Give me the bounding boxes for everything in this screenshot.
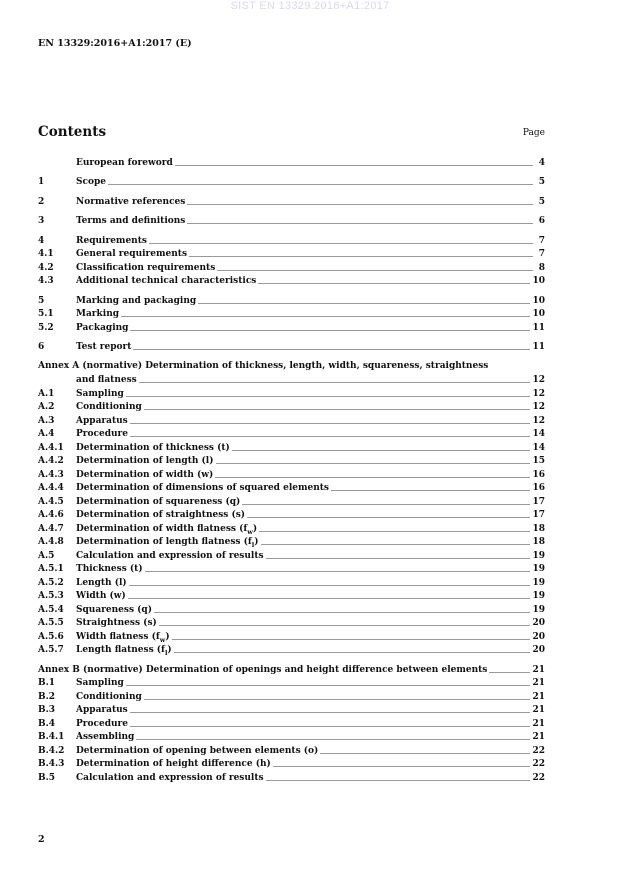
toc-entry-page: 5 [538, 177, 545, 187]
toc-entry-number: 6 [38, 342, 45, 352]
toc-entry[interactable] [38, 374, 545, 388]
toc-entry-title: Thickness (t) [76, 564, 143, 574]
toc-entry[interactable] [38, 495, 545, 509]
toc-entry-title: Marking [76, 309, 120, 319]
table-of-contents [38, 156, 545, 785]
toc-entry-number: 5.1 [38, 309, 54, 319]
dot-leader [247, 516, 530, 519]
dot-leader [126, 395, 531, 398]
toc-entry-title: Width flatness $(f_w)$ [76, 631, 170, 644]
toc-entry-title: Scope [76, 177, 107, 187]
toc-entry-number: A.5.1 [38, 564, 64, 574]
toc-entry-number: A.5.7 [38, 645, 64, 655]
subscript: w [247, 527, 253, 536]
toc-entry-number: A.4.2 [38, 456, 64, 466]
toc-entry[interactable] [38, 522, 545, 536]
toc-entry[interactable] [38, 156, 545, 170]
toc-entry-page: 21 [532, 732, 545, 742]
toc-entry-page: 21 [532, 678, 545, 688]
toc-entry-title: Requirements [76, 235, 147, 246]
toc-entry-number: A.5.2 [38, 577, 64, 588]
dot-leader [130, 422, 531, 425]
toc-entry-page: 7 [538, 235, 545, 246]
toc-entry-page: 20 [532, 631, 545, 642]
toc-entry[interactable] [38, 563, 545, 577]
toc-entry-number: B.2 [38, 691, 56, 702]
toc-entry-page: 12 [532, 375, 545, 385]
dot-leader [187, 203, 533, 206]
toc-entry[interactable] [38, 731, 545, 745]
toc-entry-page: 20 [532, 645, 545, 655]
dot-leader [242, 503, 530, 506]
toc-entry-number: A.5.5 [38, 618, 64, 628]
toc-entry-title: Marking and packaging [76, 295, 197, 306]
toc-entry-title: Determination of dimensions of squared elements [76, 483, 329, 493]
toc-entry-title: Straightness (s) [76, 618, 157, 628]
toc-entry[interactable] [38, 603, 545, 617]
toc-entry-page: 22 [532, 759, 545, 769]
toc-entry-page: 18 [532, 523, 545, 534]
toc-entry-number: 1 [38, 177, 45, 187]
toc-entry-page: 8 [538, 262, 545, 273]
toc-entry-page: 19 [532, 564, 545, 574]
toc-entry-title: Determination of squareness (q) [76, 496, 241, 507]
dot-leader [126, 684, 531, 687]
toc-entry-title: Sampling [76, 388, 124, 399]
toc-entry[interactable] [38, 195, 545, 209]
dot-leader [232, 449, 531, 452]
dot-leader [144, 698, 531, 701]
toc-entry-number: A.4.8 [38, 537, 64, 547]
toc-entry-page: 17 [532, 496, 545, 507]
watermark-text: SIST EN 13329:2016+A1:2017 [230, 0, 390, 12]
toc-annex-heading[interactable] [38, 663, 545, 677]
toc-entry[interactable] [38, 308, 545, 322]
toc-entry[interactable] [38, 234, 545, 248]
toc-entry[interactable] [38, 215, 545, 229]
toc-entry-page: 21 [532, 691, 545, 702]
dot-leader [130, 725, 530, 728]
toc-entry-page: 14 [532, 442, 545, 453]
toc-entry[interactable] [38, 630, 545, 644]
toc-entry[interactable] [38, 771, 545, 785]
toc-entry-number: A.4.6 [38, 510, 64, 520]
toc-entry-number: A.1 [38, 388, 55, 399]
toc-entry-page: 17 [532, 510, 545, 520]
toc-entry-number: A.5.4 [38, 604, 64, 615]
toc-entry-page: 11 [532, 342, 545, 352]
document-id: EN 13329:2016+A1:2017 (E) [38, 38, 192, 49]
toc-entry-page: 22 [532, 772, 545, 783]
toc-entry-number: A.3 [38, 415, 55, 426]
dot-leader [136, 738, 530, 741]
toc-entry-title: Procedure [76, 718, 129, 729]
toc-entry-number: A.5.6 [38, 631, 64, 642]
toc-entry[interactable] [38, 690, 545, 704]
toc-entry[interactable] [38, 644, 545, 658]
dot-leader [130, 711, 531, 714]
toc-entry-title: Determination of width (w) [76, 469, 214, 480]
toc-entry-title: European foreword [76, 157, 173, 168]
dot-leader [159, 624, 531, 627]
toc-entry-number: 2 [38, 196, 45, 207]
toc-entry-page: 22 [532, 745, 545, 756]
toc-entry-page: 21 [532, 664, 545, 675]
dot-leader [266, 779, 531, 782]
toc-entry-number: B.1 [38, 678, 56, 688]
toc-entry-page: 6 [538, 216, 545, 226]
toc-entry-title: Calculation and expression of results [76, 772, 264, 783]
dot-leader [133, 348, 530, 351]
toc-entry-title: Length flatness $(f_l)$ [76, 645, 172, 657]
toc-entry[interactable] [38, 590, 545, 604]
toc-entry-title: Test report [76, 342, 132, 352]
toc-entry[interactable] [38, 677, 545, 691]
toc-entry-number: A.4.7 [38, 523, 64, 534]
toc-entry-page: 10 [532, 309, 545, 319]
toc-entry[interactable] [38, 387, 545, 401]
toc-entry-number: B.4.1 [38, 732, 65, 742]
toc-entry-page: 19 [532, 577, 545, 588]
toc-entry-page: 12 [532, 415, 545, 426]
toc-entry-page: 20 [532, 618, 545, 628]
toc-entry-title: Normative references [76, 196, 186, 207]
subscript: l [164, 648, 168, 657]
toc-entry[interactable] [38, 576, 545, 590]
toc-entry-title: Determination of straightness (s) [76, 510, 246, 520]
toc-entry[interactable] [38, 509, 545, 523]
dot-leader [187, 222, 533, 225]
dot-leader [489, 671, 530, 674]
toc-entry-title: Determination of width flatness $(f_w)$ [76, 523, 258, 536]
dot-leader [273, 765, 531, 768]
toc-entry-number: 4.1 [38, 249, 54, 259]
toc-entry-number: A.4.4 [38, 483, 64, 493]
dot-leader [130, 435, 530, 438]
toc-entry-title: Conditioning [76, 402, 142, 412]
toc-entry-number: 5.2 [38, 322, 54, 333]
toc-entry-page: 16 [532, 469, 545, 480]
toc-entry[interactable] [38, 468, 545, 482]
toc-entry-page: 18 [532, 537, 545, 547]
subscript: l [251, 540, 255, 549]
dot-leader [175, 164, 533, 167]
dot-leader [172, 638, 531, 641]
toc-entry[interactable] [38, 176, 545, 190]
dot-leader [139, 381, 531, 384]
toc-entry-number: B.4 [38, 718, 56, 729]
toc-entry-page: 19 [532, 604, 545, 615]
dot-leader [149, 242, 533, 245]
toc-entry[interactable] [38, 321, 545, 335]
toc-entry-title: Length (l) [76, 577, 127, 588]
toc-entry-title: Determination of length (l) [76, 456, 214, 466]
dot-leader [331, 489, 530, 492]
toc-entry-title: Conditioning [76, 691, 142, 702]
toc-entry-number: A.4.1 [38, 442, 64, 453]
dot-leader [266, 557, 531, 560]
dot-leader [145, 570, 531, 573]
toc-entry-title: Calculation and expression of results [76, 550, 264, 561]
toc-entry-title: Annex B (normative) Determination of openings and height difference between elements [38, 664, 488, 675]
dot-leader [259, 530, 530, 533]
dot-leader [174, 651, 531, 654]
toc-entry[interactable] [38, 744, 545, 758]
toc-entry-page: 11 [532, 322, 545, 333]
toc-entry-title: Determination of opening between elements (o) [76, 745, 319, 756]
dot-leader [258, 282, 530, 285]
toc-entry-page: 14 [532, 429, 545, 439]
toc-entry-page: 12 [532, 402, 545, 412]
toc-entry-number: A.4.5 [38, 496, 64, 507]
toc-annex-heading[interactable]: Annex A (normative) Determination of thickness, length, width, squareness, straightness [38, 361, 489, 371]
toc-entry-number: B.5 [38, 772, 56, 783]
toc-entry-title: and flatness [76, 375, 137, 385]
toc-entry-page: 21 [532, 718, 545, 729]
toc-entry-number: B.3 [38, 705, 56, 715]
page-number: 2 [38, 834, 45, 845]
toc-entry[interactable] [38, 401, 545, 415]
toc-entry-page: 21 [532, 705, 545, 715]
toc-entry-number: 4 [38, 235, 45, 246]
contents-heading: Contents [38, 124, 107, 140]
toc-entry-title: Classification requirements [76, 262, 216, 273]
toc-entry-page: 10 [532, 295, 545, 306]
dot-leader [216, 462, 531, 465]
toc-entry-number: A.5 [38, 550, 55, 561]
dot-leader [121, 315, 530, 318]
toc-entry[interactable] [38, 536, 545, 550]
toc-entry[interactable] [38, 617, 545, 631]
toc-entry[interactable] [38, 704, 545, 718]
toc-entry[interactable] [38, 341, 545, 355]
toc-entry[interactable] [38, 275, 545, 289]
toc-entry[interactable] [38, 261, 545, 275]
toc-entry[interactable] [38, 294, 545, 308]
toc-entry-title: Apparatus [76, 705, 128, 715]
dot-leader [129, 584, 531, 587]
toc-entry-number: 4.2 [38, 262, 54, 273]
toc-entry-title: Apparatus [76, 415, 128, 426]
toc-entry-page: 15 [532, 456, 545, 466]
toc-entry-number: B.4.2 [38, 745, 65, 756]
toc-entry[interactable] [38, 549, 545, 563]
toc-entry-page: 10 [532, 276, 545, 286]
toc-entry-page: 4 [538, 157, 545, 168]
toc-entry-title: Determination of length flatness $(f_l)$ [76, 537, 259, 549]
toc-entry-number: B.4.3 [38, 759, 65, 769]
dot-leader [261, 543, 531, 546]
toc-entry-title: Determination of height difference (h) [76, 759, 271, 769]
toc-entry-title: Determination of thickness (t) [76, 442, 230, 453]
toc-entry-page: 19 [532, 550, 545, 561]
page-column-label: Page [522, 128, 545, 138]
dot-leader [128, 597, 531, 600]
dot-leader [215, 476, 530, 479]
dot-leader [320, 752, 530, 755]
toc-entry-page: 12 [532, 388, 545, 399]
toc-entry-title: Additional technical characteristics [76, 276, 257, 286]
dot-leader [198, 302, 530, 305]
toc-entry-page: 7 [538, 249, 545, 259]
toc-entry-title: Width (w) [76, 591, 126, 601]
toc-entry-title: Squareness (q) [76, 604, 152, 615]
toc-entry-page: 5 [538, 196, 545, 207]
dot-leader [108, 183, 533, 186]
dot-leader [154, 611, 530, 614]
toc-entry-number: A.4.3 [38, 469, 64, 480]
dot-leader [189, 255, 533, 258]
dot-leader [130, 329, 530, 332]
toc-entry[interactable] [38, 414, 545, 428]
toc-entry-title: Sampling [76, 678, 124, 688]
toc-entry[interactable] [38, 482, 545, 496]
toc-entry[interactable] [38, 455, 545, 469]
toc-entry[interactable] [38, 717, 545, 731]
toc-entry[interactable] [38, 441, 545, 455]
toc-entry-page: 16 [532, 483, 545, 493]
toc-entry-number: 4.3 [38, 276, 54, 286]
toc-entry-title: Procedure [76, 429, 129, 439]
toc-entry-title: Packaging [76, 322, 129, 333]
toc-entry-number: 5 [38, 295, 45, 306]
toc-entry-title: Terms and definitions [76, 216, 186, 226]
toc-entry-number: A.5.3 [38, 591, 64, 601]
dot-leader [217, 269, 533, 272]
toc-entry-title: Assembling [76, 732, 135, 742]
toc-entry-page: 19 [532, 591, 545, 601]
dot-leader [144, 408, 531, 411]
toc-entry-number: A.2 [38, 402, 55, 412]
toc-entry[interactable] [38, 248, 545, 262]
toc-entry[interactable] [38, 428, 545, 442]
toc-entry-number: 3 [38, 216, 45, 226]
toc-entry-title: General requirements [76, 249, 188, 259]
subscript: w [159, 635, 166, 644]
toc-entry-number: A.4 [38, 429, 55, 439]
toc-entry[interactable] [38, 758, 545, 772]
